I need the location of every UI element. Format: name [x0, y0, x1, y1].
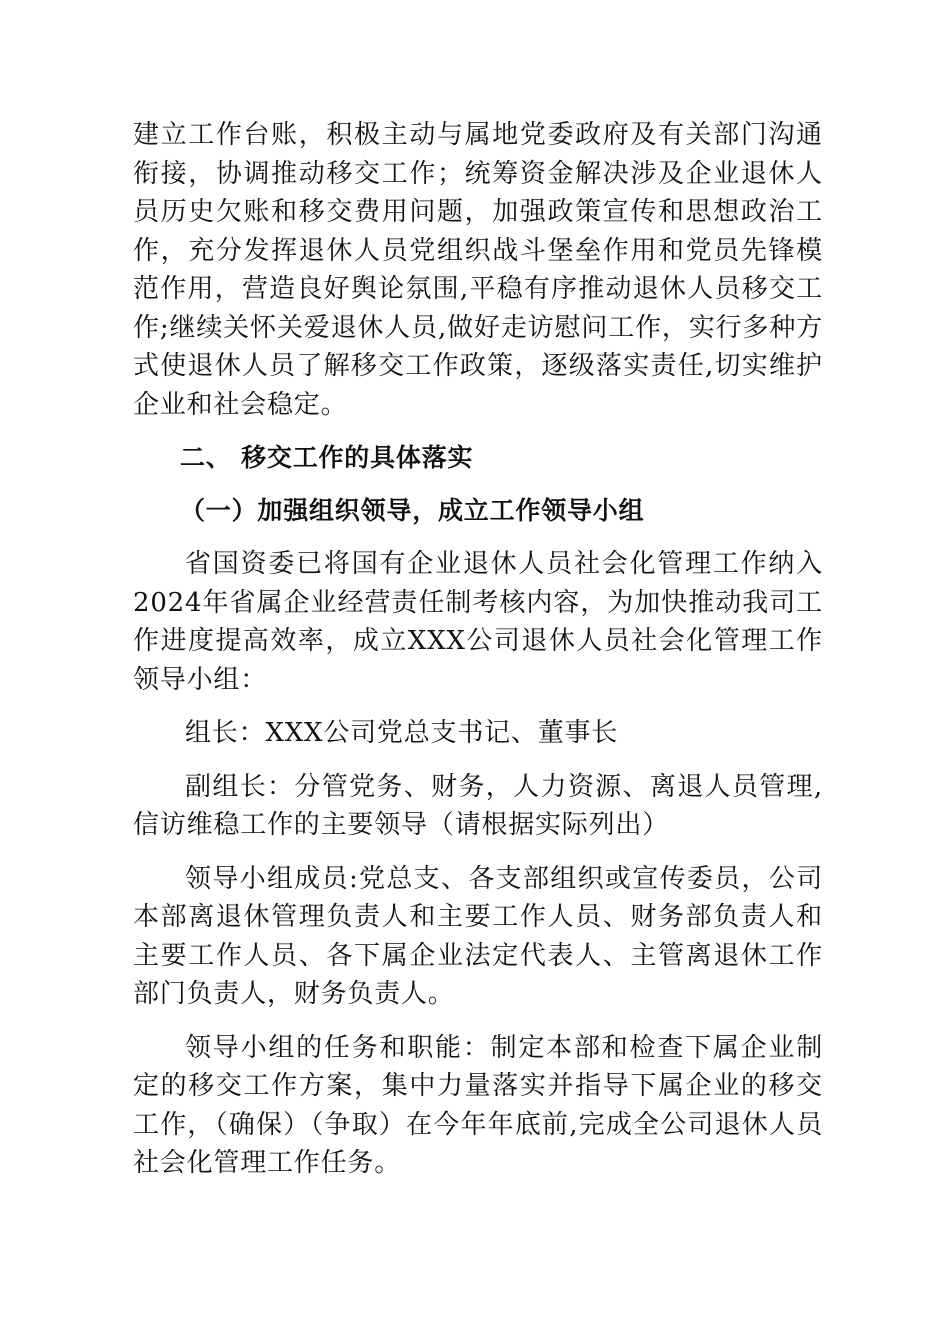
body-paragraph-duties: 领导小组的任务和职能：制定本部和检查下属企业制定的移交工作方案，集中力量落实并指导下属企业的移交工作，（确保）（争取）在今年年底前,完成全公司退休人员社会化管理工作任务。 [133, 1032, 823, 1178]
section-heading: 二、 移交工作的具体落实 [180, 443, 474, 472]
body-paragraph-members: 领导小组成员:党总支、各支部组织或宣传委员，公司本部离退休管理负责人和主要工作人员、财务部负责人和主要工作人员、各下属企业法定代表人、主管离退休工作部门负责人，财务负责人。 [133, 863, 823, 1009]
subsection-heading: （一）加强组织领导，成立工作领导小组 [180, 496, 645, 525]
body-paragraph-continuation: 建立工作台账，积极主动与属地党委政府及有关部门沟通衔接，协调推动移交工作；统筹资金解决涉及企业退休人员历史欠账和移交费用问题，加强政策宣传和思想政治工作，充分发挥退休人员党组织战斗堡垒作用和党员先锋模范作用，营造良好舆论氛围,平稳有序推动退休人员移交工作;继续关怀关爱退休人员,做好走访慰问工作，实行多种方式使退休人员了解移交工作政策，逐级落实责任,切实维护企业和社会稳定。 [133, 120, 823, 420]
body-paragraph-deputy-leader: 副组长：分管党务、财务，人力资源、离退人员管理,信访维稳工作的主要领导（请根据实际列出） [133, 771, 823, 840]
document-body [133, 116, 823, 1198]
body-paragraph-intro: 省国资委已将国有企业退休人员社会化管理工作纳入2024年省属企业经营责任制考核内容，为加快推动我司工作进度提高效率，成立XXX公司退休人员社会化管理工作领导小组： [133, 549, 823, 695]
body-paragraph-leader: 组长：XXX公司党总支书记、董事长 [185, 718, 619, 748]
